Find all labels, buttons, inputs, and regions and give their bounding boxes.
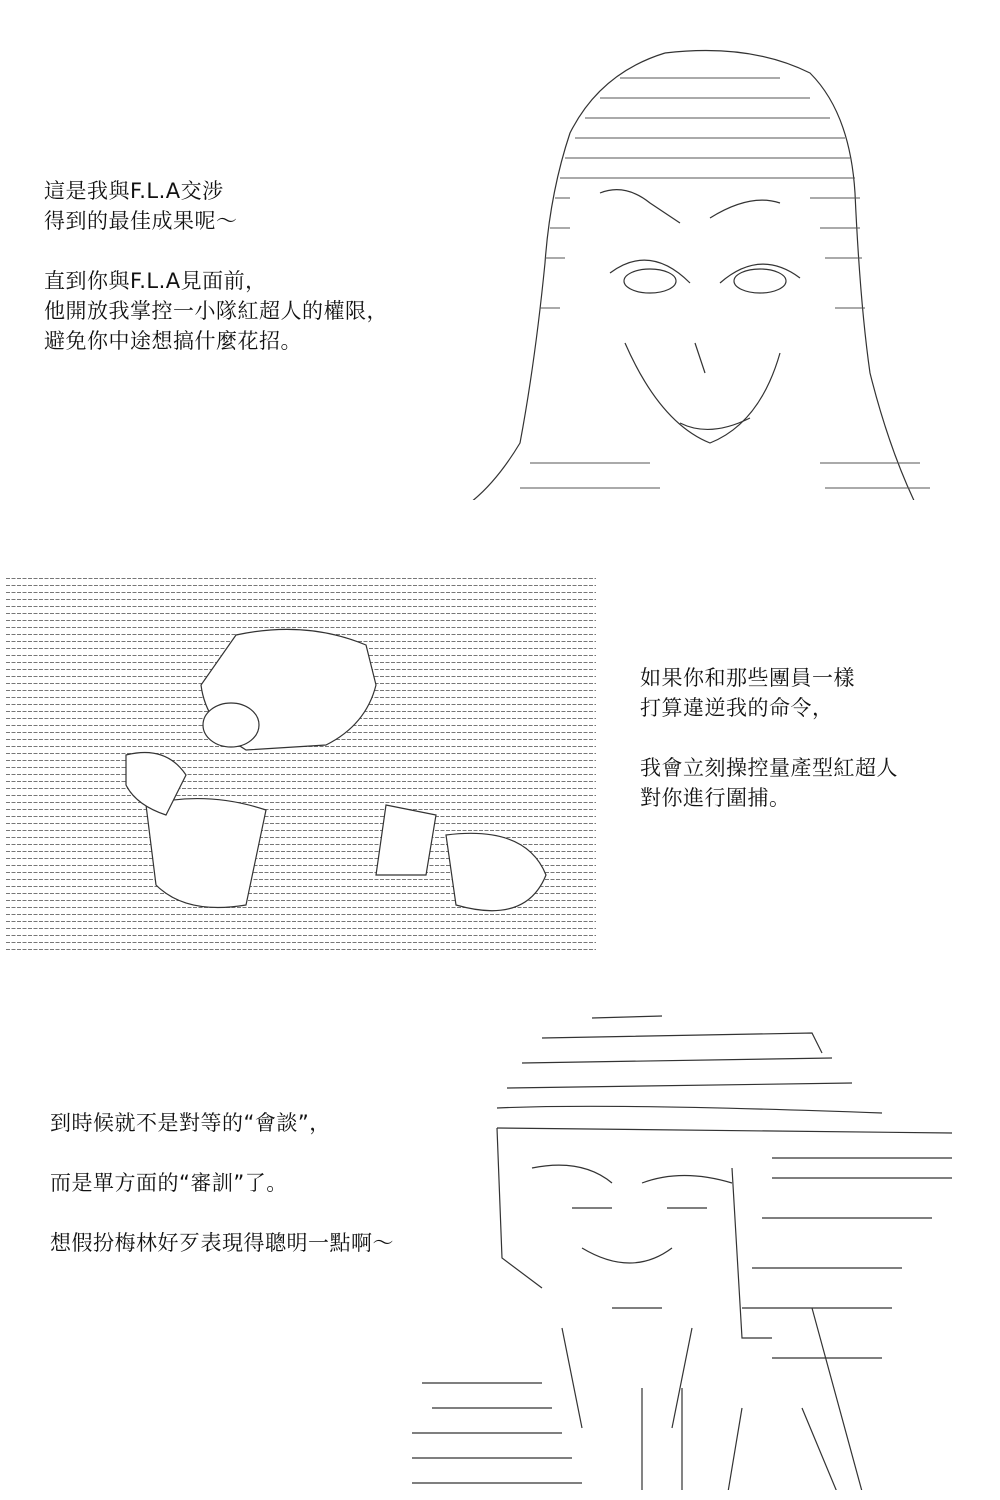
speech-text-panel-2 bbox=[640, 663, 898, 813]
dialog-line: 而是單方面的“審訓”了。 bbox=[50, 1171, 288, 1195]
dialog-line: 這是我與F.L.A交涉 bbox=[44, 179, 224, 203]
dialog-line: 他開放我掌控一小隊紅超人的權限， bbox=[44, 299, 388, 323]
text-art-drawing bbox=[6, 575, 596, 952]
speech-text-panel-1 bbox=[44, 176, 388, 356]
dialog-line: 避免你中途想搞什麼花招。 bbox=[44, 329, 302, 353]
text-art-hooded-figure bbox=[6, 537, 596, 952]
dialog-line: 如果你和那些團員一樣 bbox=[640, 666, 855, 690]
dialog-line: 得到的最佳成果呢～ bbox=[44, 209, 238, 233]
line-gap bbox=[50, 1198, 394, 1228]
text-art-hat-character bbox=[412, 970, 972, 1490]
dialog-line: 對你進行圍捕。 bbox=[640, 786, 791, 810]
dialog-line: 想假扮梅林好歹表現得聰明一點啊～ bbox=[50, 1231, 394, 1255]
dialog-line: 直到你與F.L.A見面前， bbox=[44, 269, 267, 293]
line-gap bbox=[640, 723, 898, 753]
line-gap bbox=[44, 236, 388, 266]
speech-text-panel-3 bbox=[50, 1108, 394, 1258]
dialog-line: 到時候就不是對等的“會談”， bbox=[50, 1111, 331, 1135]
text-art-drawing bbox=[412, 1008, 972, 1490]
text-art-drawing bbox=[450, 43, 960, 500]
dialog-line: 打算違逆我的命令， bbox=[640, 696, 834, 720]
line-gap bbox=[50, 1138, 394, 1168]
text-art-character-portrait bbox=[450, 5, 960, 500]
dialog-line: 我會立刻操控量產型紅超人 bbox=[640, 756, 898, 780]
